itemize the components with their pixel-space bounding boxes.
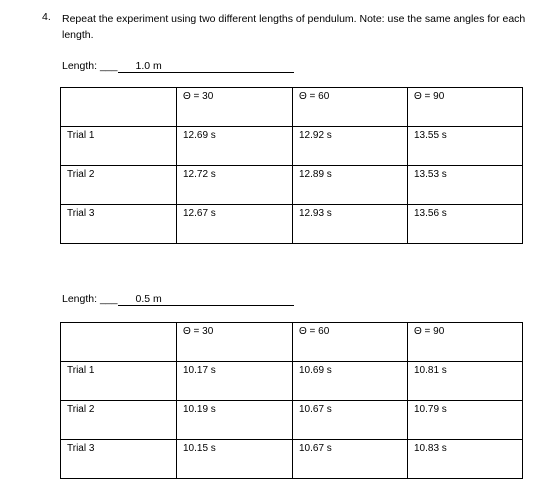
header-cell: Θ = 90 — [408, 88, 523, 127]
table-row — [61, 205, 523, 244]
time-cell: 12.92 s — [293, 127, 408, 166]
time-cell: 10.79 s — [408, 401, 523, 440]
question-text: Repeat the experiment using two different lengths of pendulum. Note: use the same angles for each length. — [62, 13, 526, 41]
table-row — [61, 166, 523, 205]
header-cell: Θ = 60 — [293, 88, 408, 127]
header-cell — [61, 88, 177, 127]
length-line-1 — [62, 60, 294, 73]
length-prefix: ___ — [99, 293, 118, 305]
table-row — [61, 440, 523, 479]
length-line-2 — [62, 293, 294, 306]
trial-label: Trial 2 — [61, 401, 177, 440]
header-cell: Θ = 90 — [408, 323, 523, 362]
length-prefix: ___ — [99, 60, 118, 72]
question-number: 4. — [42, 11, 51, 23]
header-cell: Θ = 30 — [177, 323, 293, 362]
length-value: 1.0 m — [118, 61, 294, 73]
length-label: Length: — [62, 60, 98, 72]
trial-label: Trial 1 — [61, 362, 177, 401]
length-value: 0.5 m — [118, 294, 294, 306]
table-header-row — [61, 323, 523, 362]
time-cell: 13.55 s — [408, 127, 523, 166]
time-cell: 10.81 s — [408, 362, 523, 401]
time-cell: 13.56 s — [408, 205, 523, 244]
time-cell: 12.89 s — [293, 166, 408, 205]
trial-label: Trial 2 — [61, 166, 177, 205]
time-cell: 10.67 s — [293, 401, 408, 440]
header-cell: Θ = 30 — [177, 88, 293, 127]
time-cell: 12.69 s — [177, 127, 293, 166]
trial-label: Trial 3 — [61, 205, 177, 244]
table-row — [61, 401, 523, 440]
table-row — [61, 127, 523, 166]
time-cell: 12.93 s — [293, 205, 408, 244]
length-label: Length: — [62, 293, 98, 305]
time-cell: 10.67 s — [293, 440, 408, 479]
time-cell: 12.72 s — [177, 166, 293, 205]
results-table-1 — [60, 87, 523, 244]
trial-label: Trial 3 — [61, 440, 177, 479]
table-row — [61, 362, 523, 401]
time-cell: 10.19 s — [177, 401, 293, 440]
header-cell — [61, 323, 177, 362]
time-cell: 12.67 s — [177, 205, 293, 244]
header-cell: Θ = 60 — [293, 323, 408, 362]
results-table-2 — [60, 322, 523, 479]
table-header-row — [61, 88, 523, 127]
time-cell: 10.15 s — [177, 440, 293, 479]
time-cell: 10.69 s — [293, 362, 408, 401]
time-cell: 10.83 s — [408, 440, 523, 479]
time-cell: 13.53 s — [408, 166, 523, 205]
time-cell: 10.17 s — [177, 362, 293, 401]
trial-label: Trial 1 — [61, 127, 177, 166]
